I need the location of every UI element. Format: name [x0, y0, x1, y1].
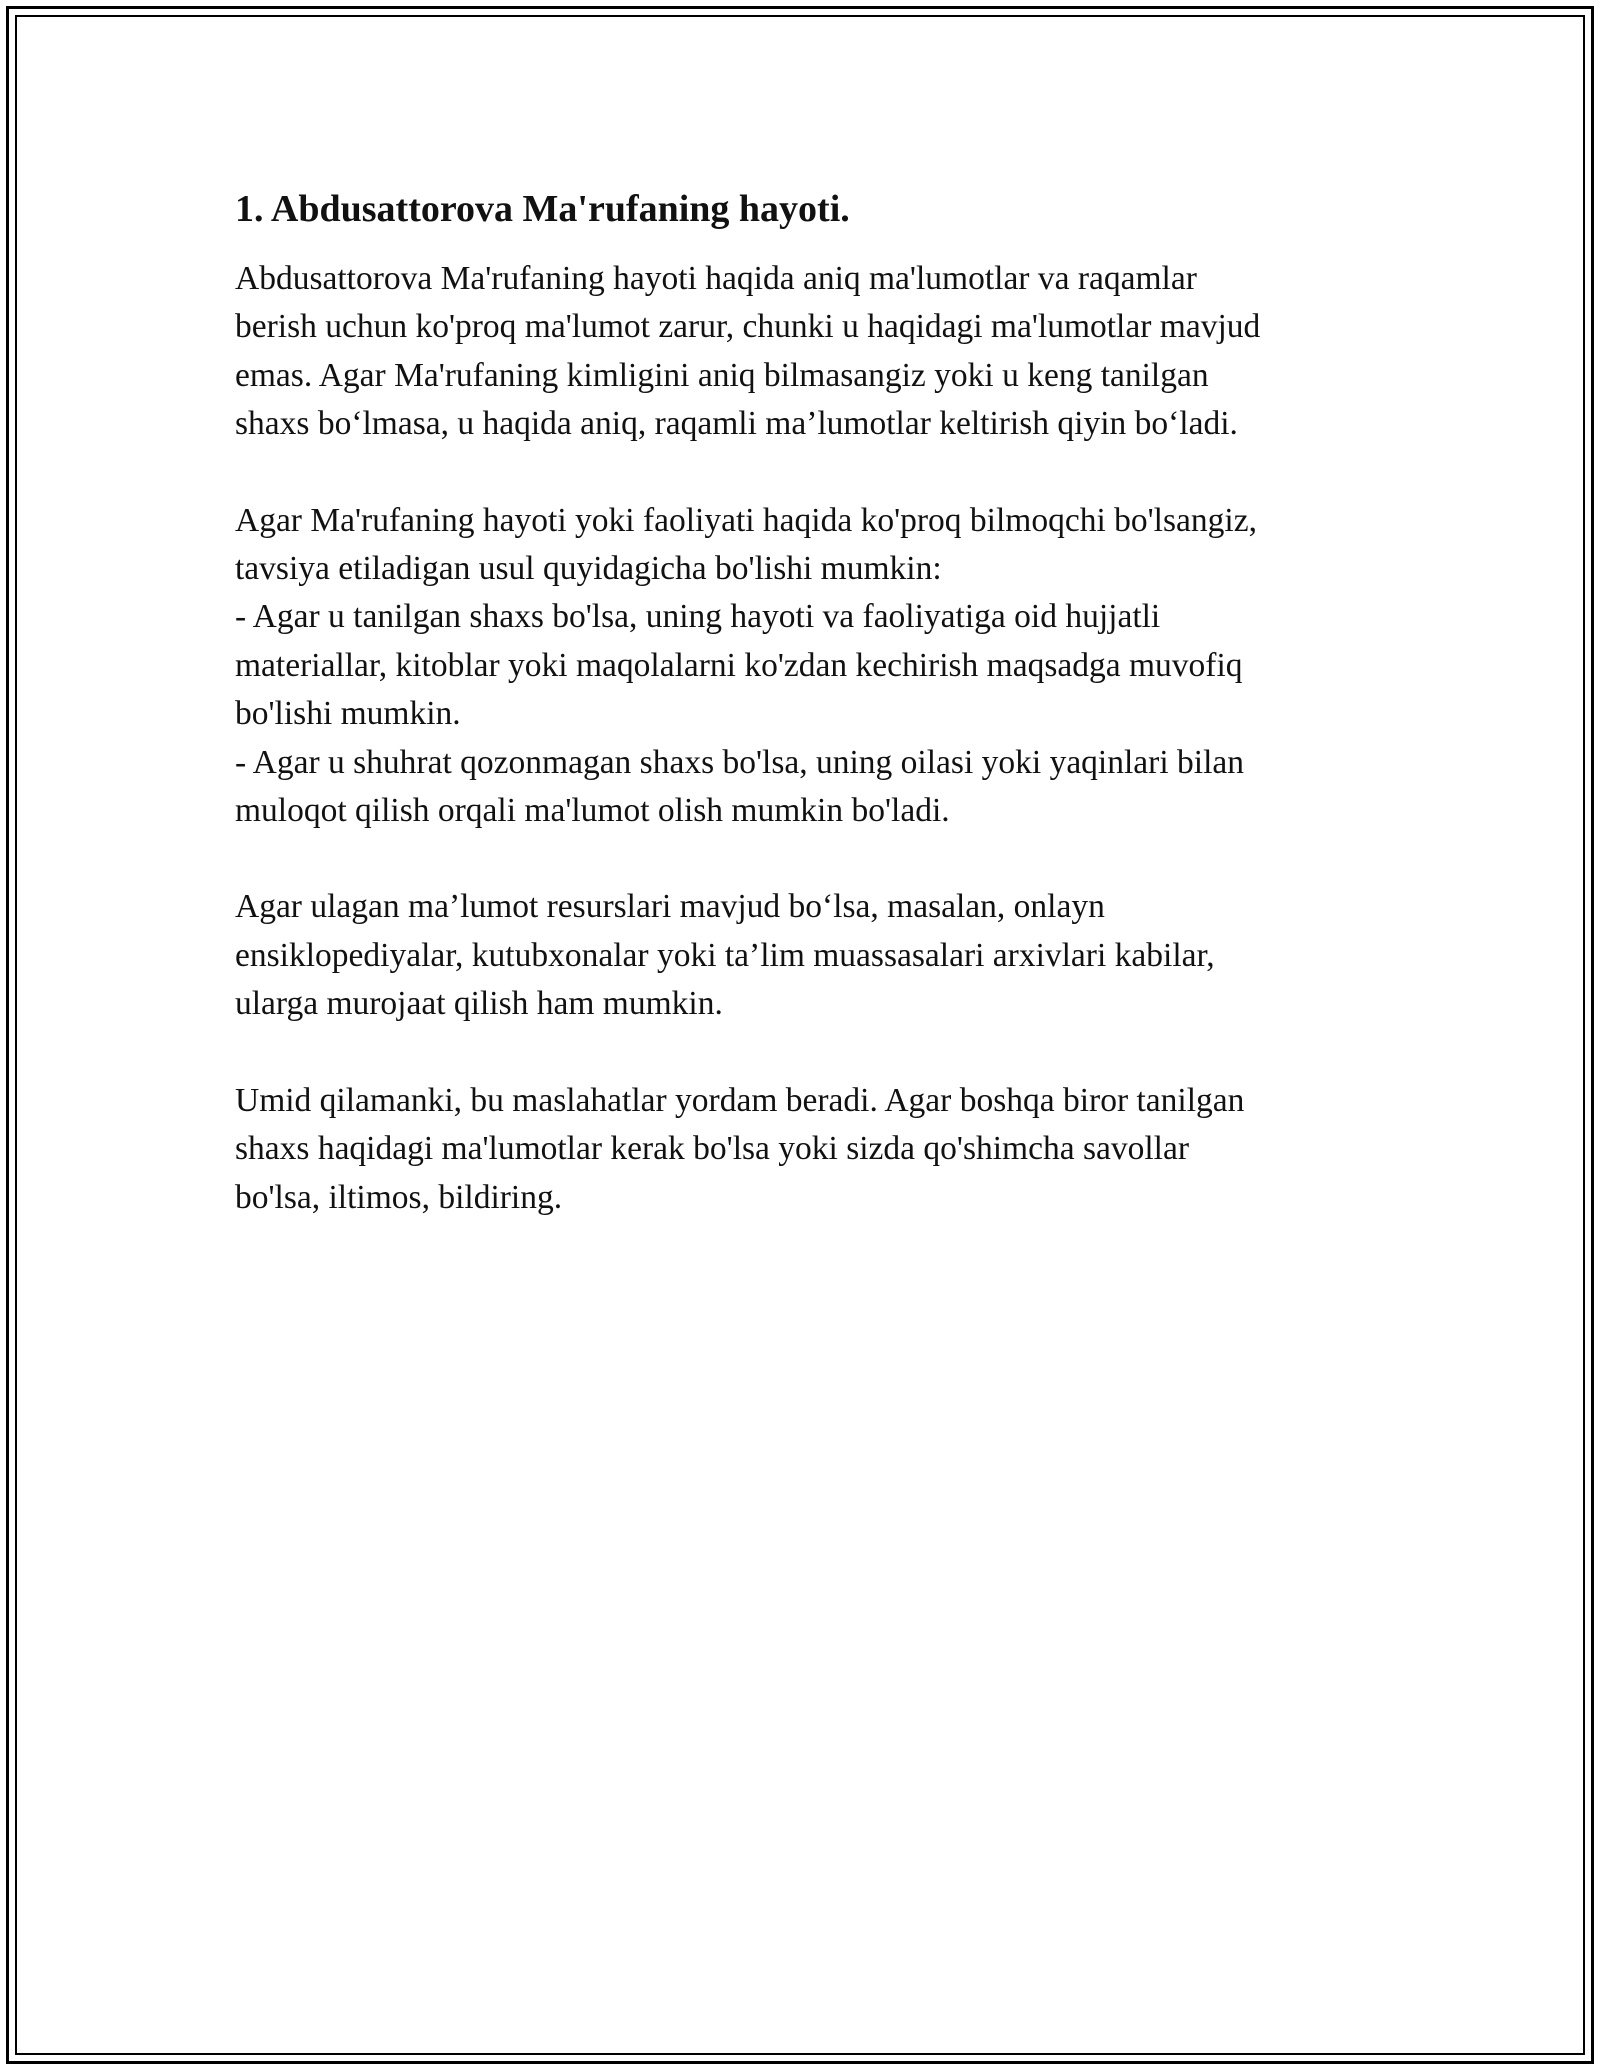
paragraph-recommendations [235, 497, 1365, 836]
paragraph-intro [235, 255, 1365, 449]
list-item-line: muloqot qilish orqali ma'lumot olish mumkin bo'ladi. [235, 792, 950, 830]
document-body [235, 185, 1365, 1270]
paragraph-resources [235, 883, 1365, 1028]
text-line: shaxs bo‘lmasa, u haqida aniq, raqamli ma’lumotlar keltirish qiyin bo‘ladi. [235, 405, 1238, 443]
list-item-line: - Agar u tanilgan shaxs bo'lsa, uning hayoti va faoliyatiga oid hujjatli [235, 598, 1161, 636]
text-line: Agar ulagan ma’lumot resurslari mavjud bo‘lsa, masalan, onlayn [235, 888, 1105, 926]
text-line: shaxs haqidagi ma'lumotlar kerak bo'lsa yoki sizda qo'shimcha savollar [235, 1130, 1190, 1168]
text-line: Umid qilamanki, bu maslahatlar yordam beradi. Agar boshqa biror tanilgan [235, 1081, 1245, 1119]
text-line: ensiklopediyalar, kutubxonalar yoki ta’lim muassasalari arxivlari kabilar, [235, 936, 1215, 974]
paragraph-closing [235, 1077, 1365, 1222]
text-line: Abdusattorova Ma'rufaning hayoti haqida aniq ma'lumotlar va raqamlar [235, 260, 1197, 297]
list-item-line: - Agar u shuhrat qozonmagan shaxs bo'lsa, uning oilasi yoki yaqinlari bilan [235, 743, 1244, 781]
document-title: 1. Abdusattorova Ma'rufaning hayoti. [235, 188, 850, 230]
text-line: tavsiya etiladigan usul quyidagicha bo'lishi mumkin: [235, 550, 942, 588]
text-line: ularga murojaat qilish ham mumkin. [235, 985, 723, 1023]
text-line: berish uchun ko'proq ma'lumot zarur, chunki u haqidagi ma'lumotlar mavjud [235, 308, 1261, 346]
text-line: emas. Agar Ma'rufaning kimligini aniq bilmasangiz yoki u keng tanilgan [235, 356, 1209, 394]
text-line: bo'lsa, iltimos, bildiring. [235, 1178, 563, 1216]
text-line: Agar Ma'rufaning hayoti yoki faoliyati haqida ko'proq bilmoqchi bo'lsangiz, [235, 501, 1257, 539]
list-item-line: bo'lishi mumkin. [235, 695, 461, 733]
list-item-line: materiallar, kitoblar yoki maqolalarni ko'zdan kechirish maqsadga muvofiq [235, 646, 1243, 684]
